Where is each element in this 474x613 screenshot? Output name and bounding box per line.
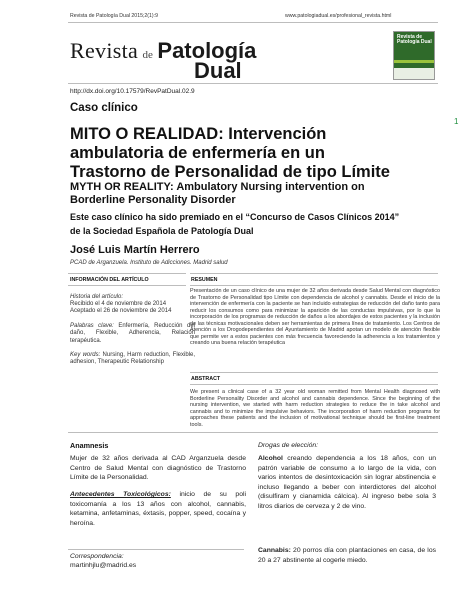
received-date: Recibido el 4 de noviembre de 2014 bbox=[70, 301, 167, 307]
toxicology-paragraph bbox=[70, 490, 246, 528]
journal-word-dual: Dual bbox=[194, 58, 242, 83]
running-header-left: Revista de Patología Dual 2015;2(1):9 bbox=[70, 13, 158, 19]
keywords-en-text: Nursing, Harm reduction, Flexible, adhesion, Therapeutic Relationship bbox=[70, 352, 195, 366]
drogas-heading: Drogas de elección: bbox=[258, 442, 319, 449]
resumen-text: Presentación de un caso clínico de una mujer de 32 años derivada desde Salud Mental con diagnóstico de Trastorno de Personalidad tipo Límite con dependencia de alcohol y cannabis. Desde el inicio de la intervención de enfermería con la paciente se han incluido estrategias de reducción del daño tanto para reducir los consumos como para minimizar la aparición de las conductas impulsivas, por lo que la incorporación de los programas de reducción de daños a los abordajes de estos pacientes y la inclusión de las técnicas motivacionales deben ser herramientas de primera línea de tratamiento. Los Centros de Atención a los Drogodependientes del Ayuntamiento de Madrid apotan un modelo de atención flexible que permite ver a estos pacientes con más frecuencia favoreciendo la adherencia a los tratamientos y creando una buena relación terapéutica bbox=[190, 288, 440, 347]
correspondence-label: Correspondencia: bbox=[70, 553, 124, 560]
info-top-rule bbox=[68, 273, 186, 274]
body-separator bbox=[68, 432, 438, 433]
cover-bottom-band bbox=[394, 68, 434, 79]
keywords-es-text: Enfermería, Reducción del daño, Flexible, Adherencia, Relación terapéutica. bbox=[70, 323, 195, 344]
anamnesis-paragraph: Mujer de 32 años derivada al CAD Arganzuela desde Centro de Salud Mental con diagnóstico de Trastorno Límite de la Personalidad. bbox=[70, 455, 246, 482]
toxicology-label: Antecedentes Toxicológicos: bbox=[70, 491, 171, 498]
alcohol-paragraph bbox=[258, 454, 436, 512]
history-label: Historia del artículo: bbox=[70, 294, 124, 300]
keywords-spanish bbox=[70, 323, 195, 345]
anamnesis-heading: Anamnesis bbox=[70, 441, 109, 450]
journal-word-de: de bbox=[142, 49, 153, 61]
journal-cover-thumbnail bbox=[393, 31, 435, 80]
correspondence-rule bbox=[68, 549, 244, 550]
cannabis-text: 20 porros día con plantaciones en casa, de los 20 a 27 abstinente al cogerle miedo. bbox=[258, 547, 436, 564]
toxicology-text: inicio de su poli toxicomanía a los 13 años con alcohol, cannabis, ketamina, anfetaminas, éxtasis, popper, speed, cocaína y heroína. bbox=[70, 491, 246, 527]
cannabis-paragraph bbox=[258, 546, 436, 565]
abstract-text: We present a clinical case of a 32 year old woman remitted from Mental Health diagnosed with Borderline Personality Disorder and alcohol and cannabis dependence. Since the beginning of the nursing intervention, we started with harm reduction strategies to reduce the in take alcohol and cannabis and to minimize the impulsive behaviors. The incorporation of harm reduction programs for approaches these patients and the inclusion of motivational technique should be first-line treatment tools. bbox=[190, 389, 440, 428]
abstract-top-rule bbox=[190, 372, 438, 373]
title-spanish: MITO O REALIDAD: Intervención ambulatoria de enfermería en un Trastorno de Personalidad de tipo Límite bbox=[70, 125, 390, 181]
correspondence-email[interactable]: martinhjlu@madrid.es bbox=[70, 562, 137, 569]
accepted-date: Aceptado el 26 de noviembre de 2014 bbox=[70, 308, 172, 314]
resumen-heading-rule bbox=[190, 285, 438, 286]
info-heading: INFORMACIÓN DEL ARTÍCULO bbox=[70, 277, 149, 283]
keywords-es-label: Palabras clave: bbox=[70, 323, 114, 329]
header-rule bbox=[68, 22, 438, 23]
abstract-heading-rule bbox=[190, 384, 438, 385]
cannabis-label: Cannabis: bbox=[258, 547, 291, 554]
info-heading-rule bbox=[68, 285, 186, 286]
author-affiliation: PCAD de Arganzuela. Instituto de Adicciones. Madrid salud bbox=[70, 260, 228, 266]
resumen-top-rule bbox=[190, 273, 438, 274]
author-name: José Luis Martín Herrero bbox=[70, 244, 200, 256]
title-english: MYTH OR REALITY: Ambulatory Nursing intervention on Borderline Personality Disorder bbox=[70, 181, 365, 206]
journal-word-patologia: Patología bbox=[157, 38, 257, 63]
award-note: Este caso clínico ha sido premiado en el “Concurso de Casos Clínicos 2014” de la Sociedad Española de Patología Dual bbox=[70, 212, 400, 236]
article-type: Caso clínico bbox=[70, 102, 138, 114]
cover-stripe bbox=[394, 60, 434, 63]
running-header-right[interactable]: www.patologiadual.es/profesional_revista.html bbox=[285, 13, 392, 19]
doi-link[interactable]: http://dx.doi.org/10.17579/RevPatDual.02.9 bbox=[70, 88, 195, 95]
abstract-heading: ABSTRACT bbox=[191, 376, 221, 382]
page-number: 1 bbox=[454, 117, 459, 126]
journal-word-revista: Revista bbox=[70, 38, 139, 63]
masthead-rule bbox=[68, 83, 438, 84]
alcohol-label: Alcohol bbox=[258, 455, 283, 462]
keywords-en-label: Key words: bbox=[70, 352, 101, 358]
resumen-heading: RESUMEN bbox=[191, 277, 218, 283]
keywords-english bbox=[70, 352, 195, 367]
alcohol-text: creando dependencia a los 18 años, con un patrón variable de consumo a lo largo de la vida, con varios intentos de desintoxicación sin lograr abstinencia e incluso llegando a beber con interdictores del alcohol (disulfiram y cianamida cálcica). Al ingreso bebe sola 3 litros diarios de cerveza y 2 de vino. bbox=[258, 455, 437, 510]
cover-title: Revista de Patología Dual bbox=[397, 34, 432, 45]
